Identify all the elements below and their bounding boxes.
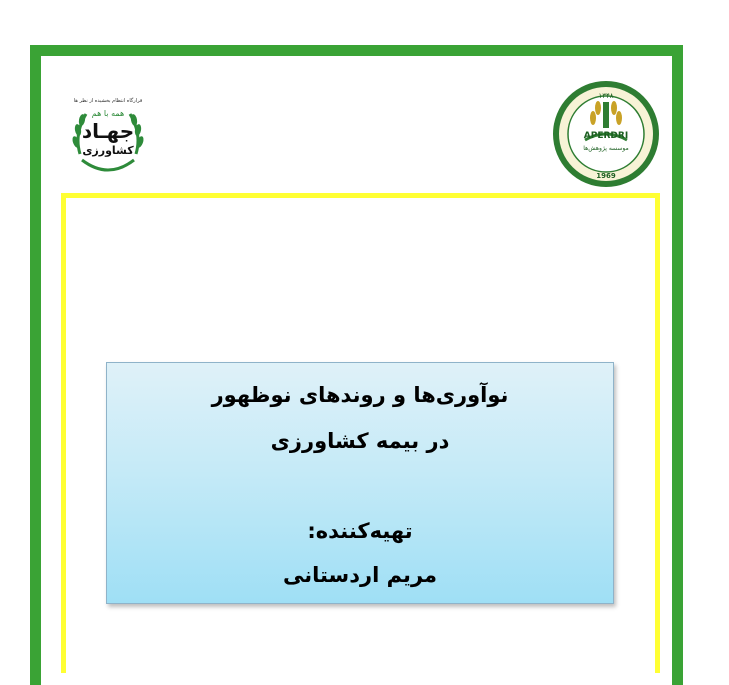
left-logo-line3: کشاورزی	[82, 144, 134, 157]
jahad-keshavarzi-logo	[60, 94, 156, 186]
right-logo-inner-text: موسسه پژوهش‌ها	[583, 145, 629, 152]
title-line-2: در بیمه کشاورزی	[270, 429, 450, 453]
right-logo-year-latin: 1969	[596, 172, 616, 180]
left-logo-line2: جهـاد	[81, 119, 135, 143]
preparer-name: مریم اردستانی	[282, 563, 438, 587]
left-logo-top-text: قرارگاه انتظام بخشیده از نظر ها	[73, 98, 143, 104]
left-logo-line1: همه با هم	[91, 109, 125, 118]
title-box	[106, 362, 614, 604]
title-line-1: نوآوری‌ها و روندهای نوظهور	[211, 383, 509, 407]
right-logo-year-persian: ۱۳۴۸	[598, 92, 614, 100]
preparer-label: تهیه‌کننده:	[307, 519, 413, 543]
right-logo-abbr: APERDRI	[583, 131, 629, 141]
aperdri-seal-logo	[549, 78, 663, 190]
